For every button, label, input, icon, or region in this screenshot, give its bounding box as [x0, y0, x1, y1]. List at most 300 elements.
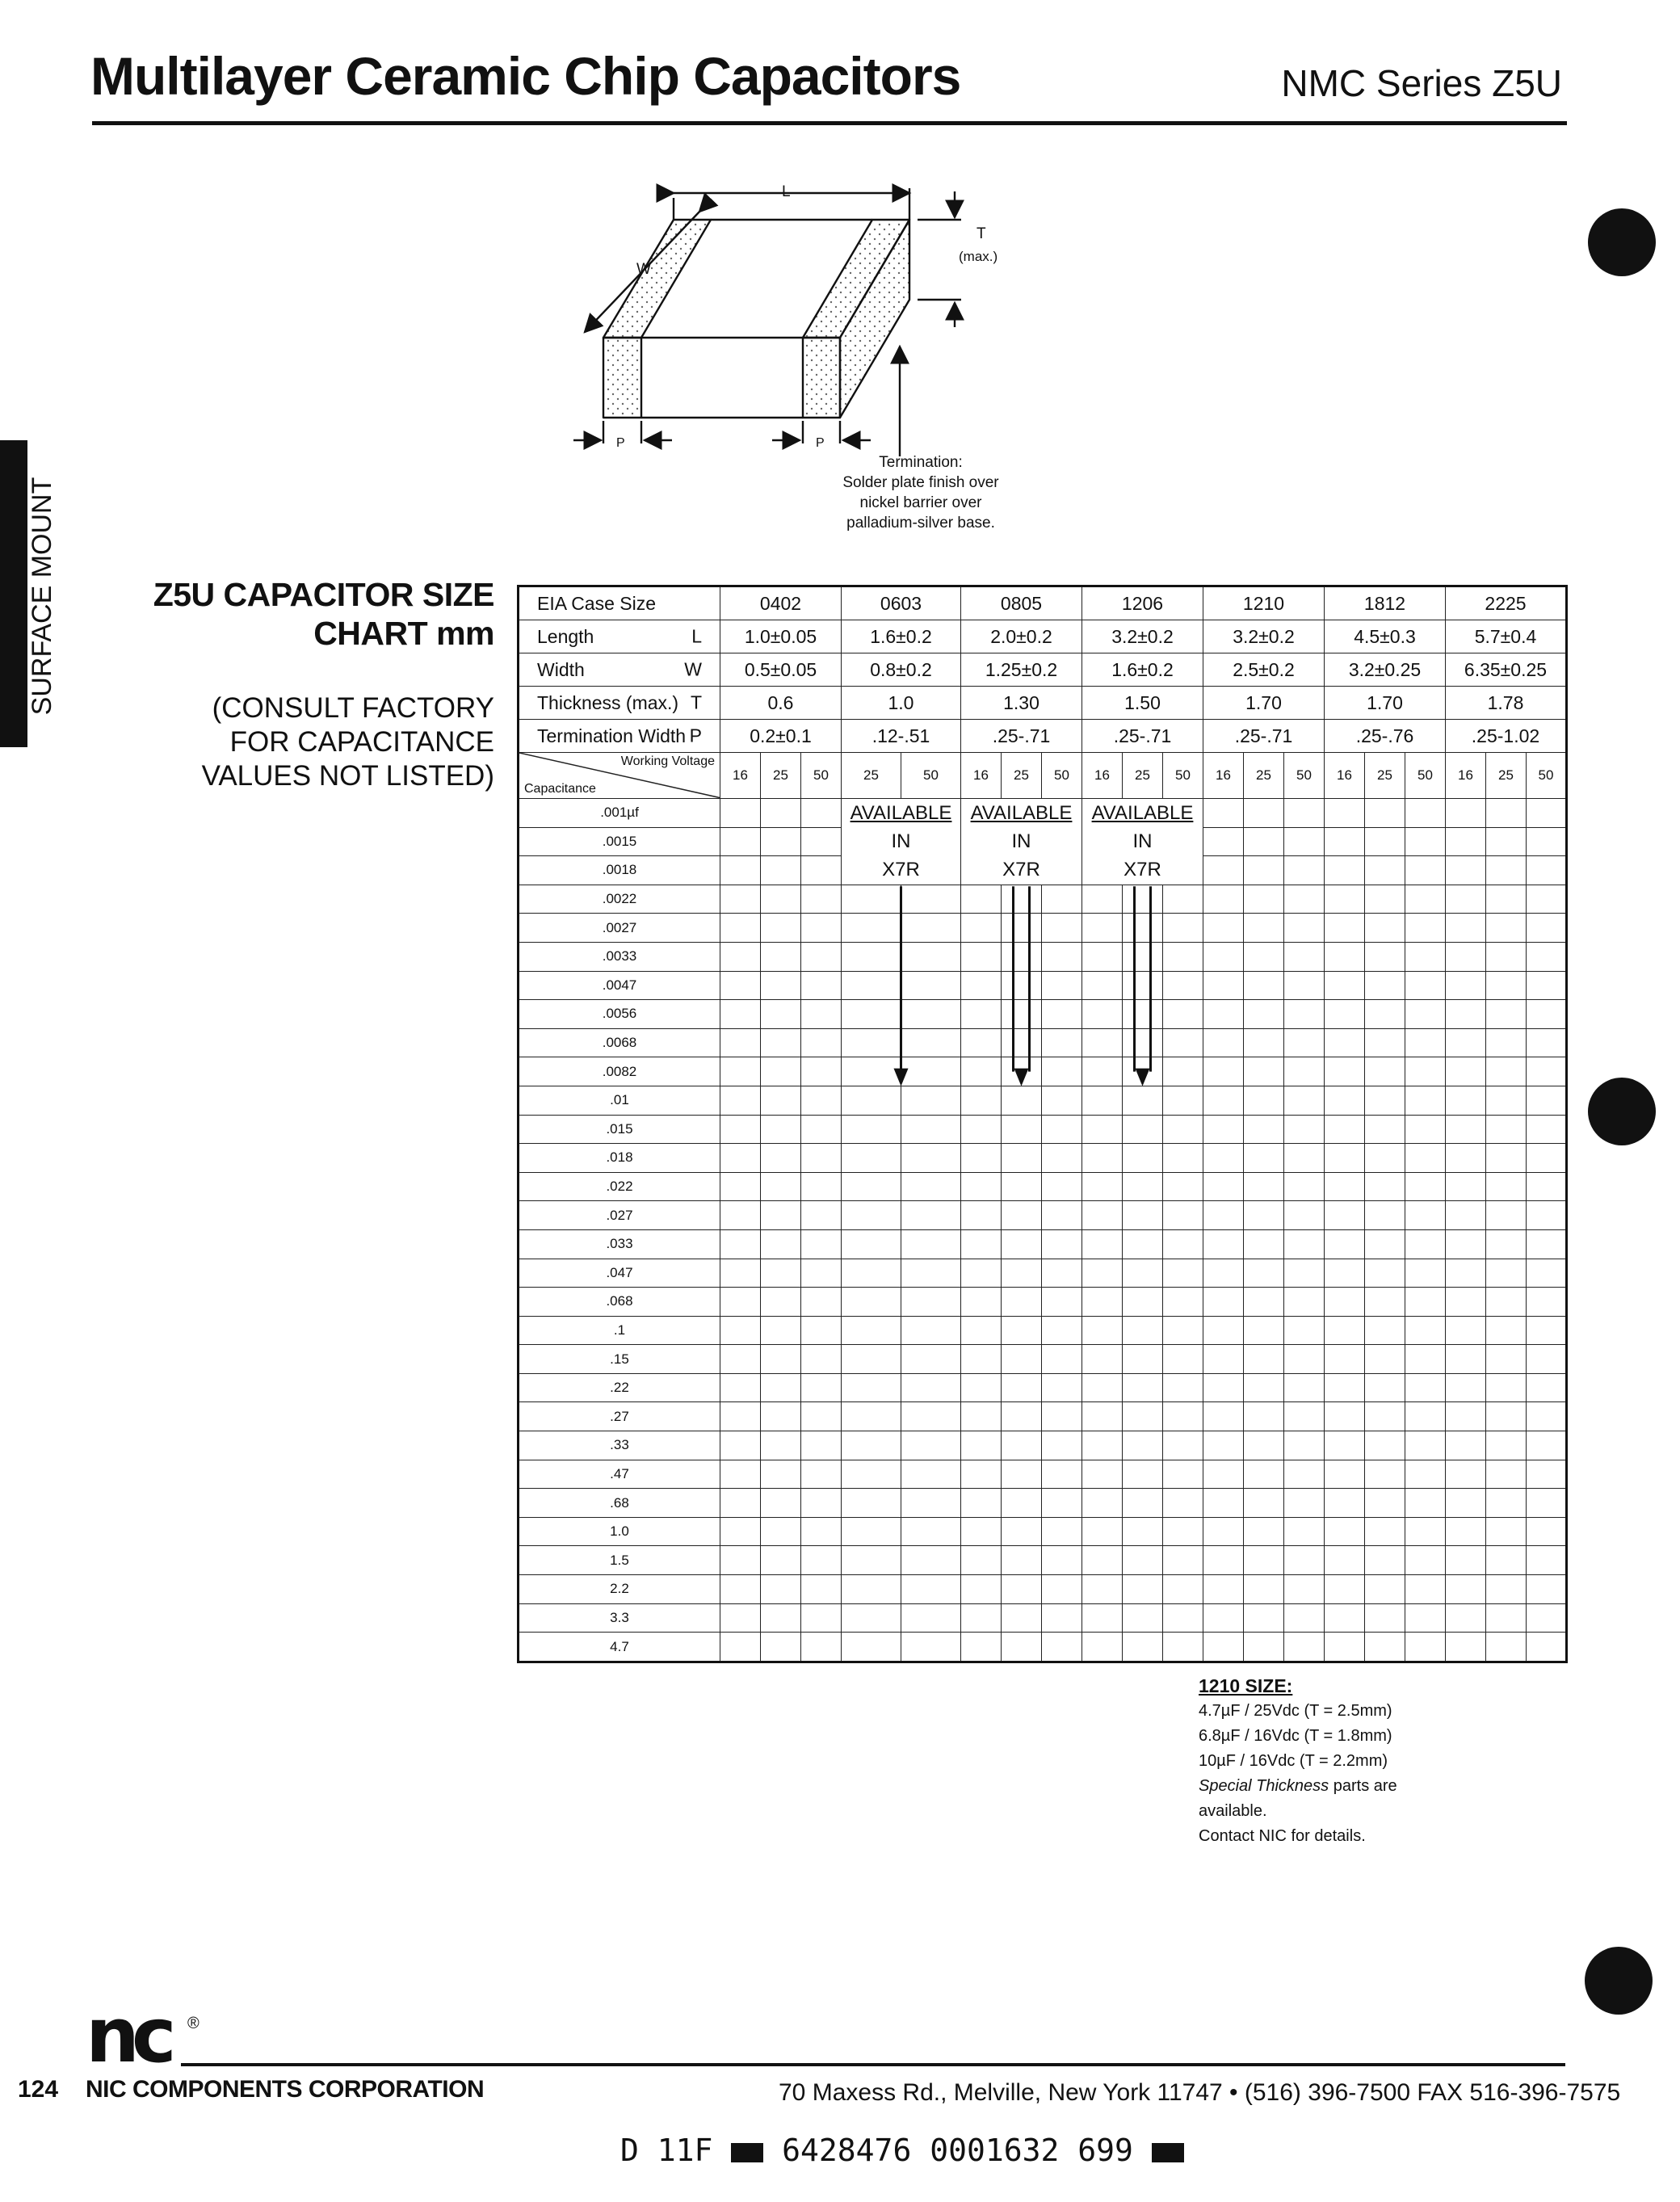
chart-cell: [1082, 1517, 1123, 1546]
capacitance-value: .22: [519, 1373, 720, 1402]
chart-cell: [761, 1633, 801, 1662]
chart-cell: [1203, 1057, 1244, 1086]
dimension-label: [519, 720, 720, 753]
chart-cell: [720, 1028, 761, 1057]
chart-cell: [720, 1086, 761, 1115]
case-size-1812: 1812: [1325, 586, 1446, 620]
available-x7r-text: IN: [961, 827, 1082, 856]
chart-cell: [901, 1575, 961, 1604]
chart-cell: [1082, 914, 1123, 943]
capacitance-value: .0033: [519, 942, 720, 971]
chart-cell: [1082, 1345, 1123, 1374]
chart-cell: [1325, 799, 1365, 828]
capacitance-row: [519, 1633, 1567, 1662]
note-available: available.: [1199, 1802, 1267, 1820]
chart-cell: [1486, 1000, 1527, 1029]
chart-cell: [1284, 1633, 1325, 1662]
dimension-value: 1.70: [1203, 687, 1325, 720]
chart-cell: [1163, 1000, 1203, 1029]
chart-cell: [801, 1373, 842, 1402]
chart-cell: [842, 914, 901, 943]
chart-cell: [1244, 1460, 1284, 1489]
chart-cell: [1002, 1402, 1042, 1431]
chart-cell: [1163, 1603, 1203, 1633]
page-number: 124: [18, 2076, 59, 2103]
chart-cell: [901, 1489, 961, 1518]
chart-cell: [1163, 914, 1203, 943]
chart-cell: [1325, 1575, 1365, 1604]
chart-cell: [1082, 1431, 1123, 1460]
company-name: NIC COMPONENTS CORPORATION: [86, 2076, 485, 2103]
print-block-mark: [731, 2143, 763, 2162]
chart-cell: [1203, 1229, 1244, 1259]
print-code-b: 6428476 0001632 699: [782, 2133, 1133, 2168]
chart-cell: [1284, 1229, 1325, 1259]
note-special-rest: parts are: [1329, 1777, 1397, 1795]
chart-cell: [1284, 1489, 1325, 1518]
dimension-symbol: W: [684, 658, 702, 680]
chart-cell: [842, 1489, 901, 1518]
chart-cell: [961, 1201, 1002, 1230]
chart-cell: [1527, 1546, 1567, 1575]
capacitance-row: [519, 1229, 1567, 1259]
chart-cell: [1446, 1201, 1486, 1230]
chart-cell: [801, 827, 842, 856]
chart-cell: [901, 1373, 961, 1402]
note-line-2: 6.8µF / 16Vdc (T = 1.8mm): [1199, 1727, 1392, 1745]
chart-cell: [1405, 1402, 1446, 1431]
chart-cell: [1284, 1316, 1325, 1345]
dimension-value: 6.35±0.25: [1446, 653, 1567, 687]
chart-cell: [1446, 1000, 1486, 1029]
note-line-3: 10µF / 16Vdc (T = 2.2mm): [1199, 1752, 1388, 1770]
chart-cell: [1082, 1402, 1123, 1431]
capacitance-value: .0082: [519, 1057, 720, 1086]
chart-cell: [1405, 1028, 1446, 1057]
chart-cell: [1163, 1345, 1203, 1374]
chart-cell: [1042, 1172, 1082, 1201]
chart-cell: [1405, 971, 1446, 1000]
chart-cell: [1042, 914, 1082, 943]
chart-cell: [1365, 1603, 1405, 1633]
chart-cell: [720, 1345, 761, 1374]
chart-cell: [842, 1345, 901, 1374]
capacitance-value: .1: [519, 1316, 720, 1345]
chart-cell: [1325, 827, 1365, 856]
capacitance-value: .47: [519, 1460, 720, 1489]
chart-cell: [1405, 1201, 1446, 1230]
chart-cell: [901, 1201, 961, 1230]
chart-cell: [1203, 1086, 1244, 1115]
chart-cell: [961, 1288, 1002, 1317]
dimension-name: Length: [537, 625, 594, 647]
chart-cell: [1527, 1345, 1567, 1374]
voltage-value: 16: [1203, 753, 1244, 799]
chart-cell: [961, 1460, 1002, 1489]
chart-cell: [1002, 1086, 1042, 1115]
chart-cell: [1042, 971, 1082, 1000]
chart-cell: [1082, 942, 1123, 971]
chart-cell: [1365, 971, 1405, 1000]
chart-cell: [961, 1489, 1002, 1518]
chart-cell: [1042, 1086, 1082, 1115]
chart-cell: [1163, 885, 1203, 914]
chart-cell: [1203, 1316, 1244, 1345]
chart-cell: [720, 1057, 761, 1086]
chart-cell: [961, 1431, 1002, 1460]
capacitance-row: [519, 1086, 1567, 1115]
chart-cell: [1365, 1288, 1405, 1317]
chart-cell: [801, 1603, 842, 1633]
chart-cell: [1123, 1057, 1163, 1086]
chart-cell: [720, 1603, 761, 1633]
chart-cell: [1365, 885, 1405, 914]
chart-cell: [1123, 1431, 1163, 1460]
chart-cell: [1284, 1460, 1325, 1489]
chart-cell: [1244, 1489, 1284, 1518]
chart-cell: [1405, 1517, 1446, 1546]
available-x7r-text: AVAILABLE: [1082, 799, 1203, 828]
chart-cell: [720, 1229, 761, 1259]
termination-line-1: Termination:: [879, 454, 963, 471]
chart-cell: [1325, 1172, 1365, 1201]
note-line-1: 4.7µF / 25Vdc (T = 2.5mm): [1199, 1702, 1392, 1720]
capacitance-value: .0015: [519, 827, 720, 856]
chart-cell: [1486, 1603, 1527, 1633]
chart-cell: [1082, 1229, 1123, 1259]
capacitance-row: [519, 827, 1567, 856]
chart-cell: [1042, 1575, 1082, 1604]
capacitance-row: [519, 1460, 1567, 1489]
chart-cell: [842, 1086, 901, 1115]
chart-cell: [1405, 1000, 1446, 1029]
chart-cell: [1446, 856, 1486, 885]
capacitance-value: 3.3: [519, 1603, 720, 1633]
chart-cell: [901, 1172, 961, 1201]
chart-cell: [1123, 1633, 1163, 1662]
chart-cell: [1527, 914, 1567, 943]
chart-cell: [1405, 856, 1446, 885]
chart-cell: [801, 1546, 842, 1575]
termination-note: [800, 452, 1042, 533]
chart-cell: [1244, 799, 1284, 828]
case-size-0805: 0805: [961, 586, 1082, 620]
chart-cell: [1002, 1546, 1042, 1575]
chart-cell: [1527, 1086, 1567, 1115]
chart-cell: [1405, 1057, 1446, 1086]
chart-cell: [1203, 1115, 1244, 1144]
capacitance-value: .015: [519, 1115, 720, 1144]
chart-cell: [720, 1316, 761, 1345]
chart-cell: [1325, 1144, 1365, 1173]
chart-cell: [961, 1028, 1002, 1057]
capacitance-value: .001µf: [519, 799, 720, 828]
diagram-label-p-left: P: [616, 436, 625, 450]
dimension-value: .12-.51: [842, 720, 961, 753]
chart-cell: [1284, 1575, 1325, 1604]
chart-cell: [1486, 914, 1527, 943]
chart-cell: [1244, 1345, 1284, 1374]
capacitance-row: [519, 1575, 1567, 1604]
chart-cell: [801, 1345, 842, 1374]
diagram-label-l: L: [782, 183, 791, 200]
voltage-value: 16: [1446, 753, 1486, 799]
chart-cell: [1527, 856, 1567, 885]
chart-cell: [1365, 1345, 1405, 1374]
chart-cell: [720, 827, 761, 856]
capacitance-row: [519, 1316, 1567, 1345]
chart-cell: [801, 1259, 842, 1288]
chart-cell: [1042, 1201, 1082, 1230]
chart-cell: [901, 914, 961, 943]
chart-cell: [1163, 1546, 1203, 1575]
chart-cell: [1284, 914, 1325, 943]
capacitance-row: [519, 1603, 1567, 1633]
chart-cell: [961, 1402, 1002, 1431]
chart-cell: [801, 1172, 842, 1201]
chart-cell: [1446, 1115, 1486, 1144]
chart-cell: [1446, 1316, 1486, 1345]
chart-cell: [1325, 885, 1365, 914]
chart-cell: [901, 942, 961, 971]
voltage-row: [519, 753, 1567, 799]
chart-cell: [1123, 1000, 1163, 1029]
dimension-value: 1.6±0.2: [842, 620, 961, 653]
chart-cell: [1123, 1259, 1163, 1288]
consult-line-3: VALUES NOT LISTED): [201, 760, 494, 792]
chart-cell: [1203, 1603, 1244, 1633]
chart-cell: [720, 1259, 761, 1288]
chart-cell: [1123, 1172, 1163, 1201]
dimension-label: [519, 653, 720, 687]
chart-cell: [1365, 914, 1405, 943]
dimension-value: 0.6: [720, 687, 842, 720]
chart-cell: [1203, 1546, 1244, 1575]
nic-logo: nc: [86, 1992, 169, 2080]
chart-cell: [842, 885, 901, 914]
chart-cell: [1082, 1115, 1123, 1144]
chart-cell: [901, 1057, 961, 1086]
chart-cell: [1203, 856, 1244, 885]
chart-cell: [1486, 1172, 1527, 1201]
chart-cell: [1082, 1201, 1123, 1230]
chart-cell: [801, 1316, 842, 1345]
chart-cell: [1405, 1575, 1446, 1604]
chart-cell: [1163, 1086, 1203, 1115]
consult-line-1: (CONSULT FACTORY: [212, 692, 494, 724]
chart-cell: [1163, 1288, 1203, 1317]
termination-line-3: nickel barrier over: [859, 494, 982, 511]
chart-cell: [1042, 942, 1082, 971]
chart-cell: [761, 971, 801, 1000]
chart-cell: [1163, 1489, 1203, 1518]
chart-cell: [1203, 1460, 1244, 1489]
chart-cell: [1042, 1288, 1082, 1317]
chart-cell: [1486, 1316, 1527, 1345]
chart-cell: [1203, 1402, 1244, 1431]
chart-cell: [1082, 1028, 1123, 1057]
chart-cell: [761, 1086, 801, 1115]
chart-cell: [1163, 1402, 1203, 1431]
chart-cell: [1405, 1546, 1446, 1575]
chart-cell: [1082, 1489, 1123, 1518]
capacitance-row: [519, 942, 1567, 971]
dimension-value: 1.70: [1325, 687, 1446, 720]
chart-cell: [761, 1460, 801, 1489]
chart-cell: [961, 1633, 1002, 1662]
chart-cell: [1325, 914, 1365, 943]
dimension-value: 1.50: [1082, 687, 1203, 720]
chart-cell: [1325, 1489, 1365, 1518]
chart-cell: [961, 1546, 1002, 1575]
chart-cell: [1163, 1028, 1203, 1057]
chart-cell: [842, 1575, 901, 1604]
chart-cell: [1486, 1517, 1527, 1546]
termination-line-2: Solder plate finish over: [842, 474, 999, 491]
chart-cell: [961, 1373, 1002, 1402]
chart-cell: [1002, 1603, 1042, 1633]
chart-cell: [1284, 1259, 1325, 1288]
chart-cell: [901, 1603, 961, 1633]
chart-cell: [1365, 799, 1405, 828]
capacitance-value: .0027: [519, 914, 720, 943]
chart-cell: [842, 1115, 901, 1144]
chart-cell: [1042, 1144, 1082, 1173]
chart-cell: [842, 1633, 901, 1662]
chart-cell: [1527, 1115, 1567, 1144]
available-x7r-text: AVAILABLE: [961, 799, 1082, 828]
chart-cell: [1365, 1144, 1405, 1173]
chart-cell: [1203, 1259, 1244, 1288]
capacitance-value: .68: [519, 1489, 720, 1518]
chart-cell: [761, 1345, 801, 1374]
chart-cell: [1203, 1288, 1244, 1317]
capacitance-label: Capacitance: [524, 782, 596, 796]
capacitance-value: .27: [519, 1402, 720, 1431]
chart-cell: [961, 1144, 1002, 1173]
chart-cell: [1284, 1546, 1325, 1575]
chart-cell: [901, 1431, 961, 1460]
chart-cell: [1405, 1259, 1446, 1288]
chart-cell: [961, 1172, 1002, 1201]
chart-cell: [842, 1172, 901, 1201]
chart-cell: [842, 1373, 901, 1402]
capacitance-value: .018: [519, 1144, 720, 1173]
dimension-symbol: P: [689, 725, 702, 746]
capacitance-row: [519, 1489, 1567, 1518]
chart-cell: [1284, 1288, 1325, 1317]
dimension-symbol: L: [691, 625, 702, 647]
chart-cell: [1163, 1460, 1203, 1489]
chart-cell: [720, 1402, 761, 1431]
chart-cell: [1486, 1144, 1527, 1173]
chart-cell: [1244, 1431, 1284, 1460]
chart-cell: [720, 799, 761, 828]
chart-cell: [1446, 1028, 1486, 1057]
size-1210-note: [1199, 1674, 1441, 1849]
chart-cell: [1486, 1373, 1527, 1402]
chart-cell: [1486, 1460, 1527, 1489]
chart-cell: [1163, 1057, 1203, 1086]
capacitance-row: [519, 1057, 1567, 1086]
chart-cell: [1082, 1575, 1123, 1604]
chart-cell: [1446, 1229, 1486, 1259]
chart-cell: [901, 1402, 961, 1431]
chart-cell: [1365, 1057, 1405, 1086]
chart-cell: [1123, 1460, 1163, 1489]
chart-cell: [1405, 914, 1446, 943]
chart-cell: [1446, 1373, 1486, 1402]
voltage-value: 16: [720, 753, 761, 799]
chart-cell: [1123, 914, 1163, 943]
chart-cell: [720, 1172, 761, 1201]
chart-cell: [1203, 1633, 1244, 1662]
chart-cell: [1527, 1517, 1567, 1546]
capacitance-value: .0047: [519, 971, 720, 1000]
chart-cell: [1002, 1460, 1042, 1489]
chart-cell: [761, 1575, 801, 1604]
chart-cell: [1325, 1460, 1365, 1489]
chart-cell: [901, 971, 961, 1000]
chart-cell: [1486, 1115, 1527, 1144]
chart-cell: [1203, 799, 1244, 828]
chart-cell: [1365, 1172, 1405, 1201]
chart-cell: [1284, 1373, 1325, 1402]
chart-cell: [761, 914, 801, 943]
chart-cell: [1082, 1316, 1123, 1345]
chart-cell: [1365, 1086, 1405, 1115]
voltage-value: 50: [901, 753, 961, 799]
capacitance-row: [519, 1431, 1567, 1460]
chart-cell: [1486, 827, 1527, 856]
chart-cell: [1365, 942, 1405, 971]
chart-cell: [1405, 1603, 1446, 1633]
capacitance-value: 4.7: [519, 1633, 720, 1662]
dimension-value: 5.7±0.4: [1446, 620, 1567, 653]
chart-cell: [1002, 1229, 1042, 1259]
voltage-value: 25: [1123, 753, 1163, 799]
chip-capacitor-diagram: [557, 174, 1042, 456]
chart-cell: [1325, 1028, 1365, 1057]
chart-cell: [1082, 1460, 1123, 1489]
chart-cell: [801, 1517, 842, 1546]
dimension-value: 3.2±0.25: [1325, 653, 1446, 687]
footer-rule: [181, 2063, 1565, 2066]
chart-cell: [1405, 827, 1446, 856]
chart-cell: [1486, 1028, 1527, 1057]
chart-cell: [1123, 1201, 1163, 1230]
chart-cell: [1002, 1288, 1042, 1317]
chart-cell: [1527, 1460, 1567, 1489]
chart-cell: [761, 1288, 801, 1317]
chart-cell: [1325, 1086, 1365, 1115]
chart-cell: [1527, 827, 1567, 856]
chart-cell: [761, 1316, 801, 1345]
chart-cell: [1244, 1201, 1284, 1230]
capacitance-value: .33: [519, 1431, 720, 1460]
chart-cell: [1325, 856, 1365, 885]
capacitance-row: [519, 1000, 1567, 1029]
chart-cell: [1365, 1460, 1405, 1489]
chart-cell: [1082, 1288, 1123, 1317]
chart-cell: [1244, 1172, 1284, 1201]
consult-line-2: FOR CAPACITANCE: [229, 726, 494, 758]
voltage-value: 25: [842, 753, 901, 799]
chart-cell: [1527, 1316, 1567, 1345]
chart-cell: [1082, 1603, 1123, 1633]
chart-cell: [1123, 1288, 1163, 1317]
termination-line-4: palladium-silver base.: [846, 515, 995, 532]
